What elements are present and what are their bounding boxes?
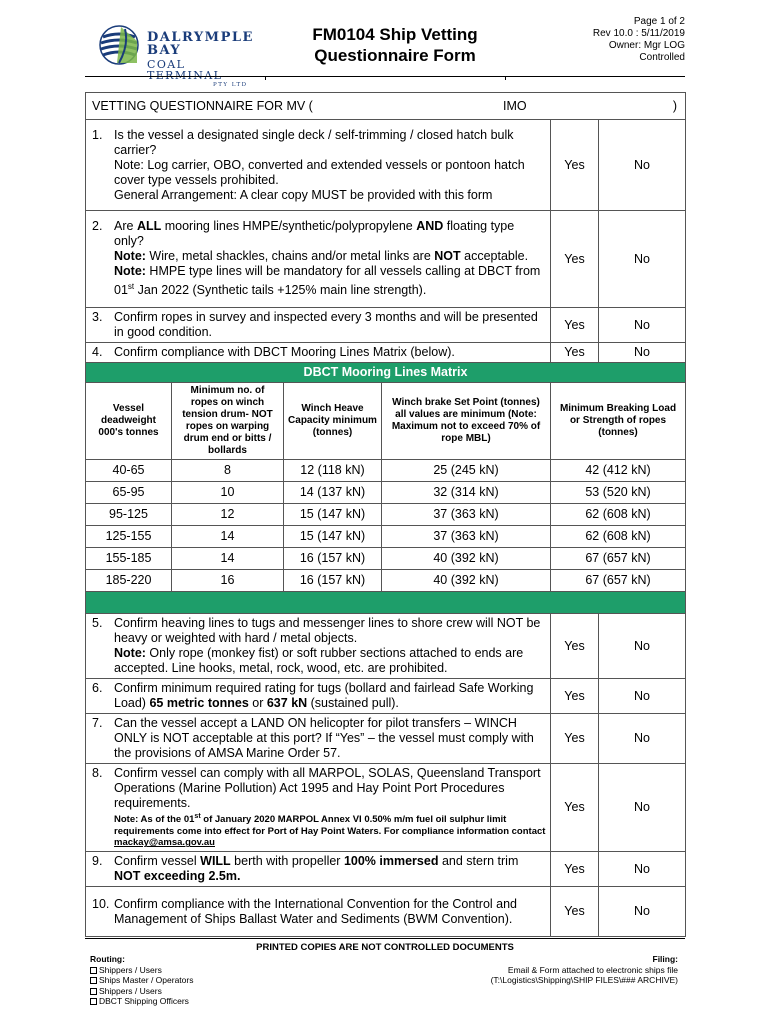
matrix-cell: 25 (245 kN) [382, 460, 551, 482]
yes-option[interactable]: Yes [551, 852, 599, 887]
matrix-cell: 37 (363 kN) [382, 504, 551, 526]
matrix-footer-bar [86, 592, 686, 614]
matrix-row [86, 570, 686, 592]
checkbox[interactable] [90, 967, 97, 974]
header-rule [85, 76, 685, 77]
question-9 [86, 852, 686, 887]
logo-line1: DALRYMPLE BAY [147, 30, 254, 58]
matrix-header-mbl: Minimum Breaking Load or Strength of ropes (tonnes) [551, 383, 686, 460]
matrix-cell: 15 (147 kN) [284, 526, 382, 548]
control-status: Controlled [639, 52, 685, 63]
yes-option[interactable]: Yes [551, 679, 599, 714]
matrix-cell: 155-185 [86, 548, 172, 570]
matrix-header-winch-brake: Winch brake Set Point (tonnes) all values are minimum (Note: Maximum not to exceed 70% of rope MBL) [382, 383, 551, 460]
question-text: Confirm ropes in survey and inspected every 3 months and will be presented in good condition. [114, 310, 538, 339]
question-number: 4. [92, 345, 103, 359]
no-option[interactable]: No [599, 887, 686, 937]
question-4 [86, 343, 686, 363]
question-text: Confirm compliance with DBCT Mooring Lines Matrix (below). [114, 345, 455, 359]
vetting-row [86, 93, 686, 120]
questionnaire-table [85, 92, 686, 937]
revision: Rev 10.0 : 5/11/2019 [592, 28, 685, 39]
no-option[interactable]: No [599, 614, 686, 679]
question-8 [86, 764, 686, 852]
matrix-cell: 67 (657 kN) [551, 548, 686, 570]
question-6 [86, 679, 686, 714]
no-option[interactable]: No [599, 679, 686, 714]
question-text: Confirm heaving lines to tugs and messenger lines to shore crew will NOT be heavy or weighted with hard / metal objects. [114, 616, 541, 645]
matrix-title-row [86, 363, 686, 383]
matrix-row [86, 504, 686, 526]
yes-option[interactable]: Yes [551, 714, 599, 764]
form-title-line2: Questionnaire Form [314, 46, 476, 65]
yes-option[interactable]: Yes [551, 120, 599, 211]
question-1 [86, 120, 686, 211]
no-option[interactable]: No [599, 308, 686, 343]
question-7 [86, 714, 686, 764]
routing-title: Routing: [90, 954, 125, 964]
form-title [300, 24, 490, 66]
routing-item: Shippers / Users [90, 965, 193, 976]
imo-label: IMO [503, 98, 527, 113]
matrix-cell: 8 [172, 460, 284, 482]
question-number: 8. [92, 766, 103, 781]
question-number: 1. [92, 127, 103, 142]
no-option[interactable]: No [599, 764, 686, 852]
matrix-cell: 37 (363 kN) [382, 526, 551, 548]
matrix-cell: 10 [172, 482, 284, 504]
yes-option[interactable]: Yes [551, 211, 599, 308]
uncontrolled-notice: PRINTED COPIES ARE NOT CONTROLLED DOCUMENTS [256, 942, 514, 953]
question-number: 9. [92, 854, 103, 868]
matrix-cell: 40 (392 kN) [382, 570, 551, 592]
question-3 [86, 308, 686, 343]
matrix-cell: 185-220 [86, 570, 172, 592]
matrix-cell: 16 (157 kN) [284, 548, 382, 570]
no-option[interactable]: No [599, 714, 686, 764]
question-number: 7. [92, 716, 103, 730]
matrix-header-min-ropes: Minimum no. of ropes on winch tension drum- NOT ropes on warping drum end or bitts / bollards [172, 383, 284, 460]
yes-option[interactable]: Yes [551, 614, 599, 679]
matrix-cell: 62 (608 kN) [551, 526, 686, 548]
filing-line: Email & Form attached to electronic ships file [507, 964, 678, 975]
yes-option[interactable]: Yes [551, 308, 599, 343]
yes-option[interactable]: Yes [551, 887, 599, 937]
question-note-2: Note: HMPE type lines will be mandatory for all vessels calling at DBCT from 01st Jan 2022 (Synthetic tails +125% main line strength). [114, 264, 541, 298]
owner: Owner: Mgr LOG [608, 40, 685, 51]
question-text: Are ALL mooring lines HMPE/synthetic/polypropylene AND floating type only? [114, 219, 515, 249]
matrix-cell: 14 [172, 548, 284, 570]
company-logo [95, 20, 265, 88]
question-2 [86, 211, 686, 308]
routing-item: Ships Master / Operators [90, 975, 193, 986]
filing-info [491, 954, 678, 986]
question-number: 5. [92, 616, 103, 630]
routing-item: Shippers / Users [90, 986, 193, 997]
routing-list [90, 954, 193, 1007]
question-note: Note: As of the 01st of January 2020 MARPOL Annex VI 0.50% m/m fuel oil sulphur limit requirements come into effect for Port of Hay Point Waters. For compliance information contact mackay@amsa.gov.au [114, 813, 546, 849]
matrix-header-row [86, 383, 686, 460]
matrix-header-deadweight: Vessel deadweight 000's tonnes [86, 383, 172, 460]
document-meta [593, 16, 685, 64]
question-text: Can the vessel accept a LAND ON helicopter for pilot transfers – WINCH ONLY is NOT acceptable at this port? If “Yes” – the vessel must comply with the provisions of AMSA Marine Order 57. [114, 716, 534, 760]
yes-option[interactable]: Yes [551, 764, 599, 852]
matrix-header-winch-heave: Winch Heave Capacity minimum (tonnes) [284, 383, 382, 460]
matrix-cell: 42 (412 kN) [551, 460, 686, 482]
matrix-cell: 40 (392 kN) [382, 548, 551, 570]
matrix-cell: 16 (157 kN) [284, 570, 382, 592]
matrix-title: DBCT Mooring Lines Matrix [86, 363, 686, 383]
matrix-cell: 16 [172, 570, 284, 592]
question-number: 3. [92, 310, 103, 324]
no-option[interactable]: No [599, 852, 686, 887]
logo-globe-icon [97, 23, 141, 67]
matrix-cell: 67 (657 kN) [551, 570, 686, 592]
no-option[interactable]: No [599, 343, 686, 363]
question-text: Is the vessel a designated single deck / self-trimming / closed hatch bulk carrier? [114, 127, 514, 157]
matrix-cell: 14 (137 kN) [284, 482, 382, 504]
routing-item: DBCT Shipping Officers [90, 996, 193, 1007]
question-text: Confirm minimum required rating for tugs (bollard and fairlead Safe Working Load) 65 metric tonnes or 637 kN (sustained pull). [114, 681, 534, 710]
no-option[interactable]: No [599, 211, 686, 308]
matrix-row [86, 526, 686, 548]
question-text: Confirm vessel WILL berth with propeller 100% immersed and stern trim NOT exceeding 2.5m. [114, 854, 519, 883]
checkbox[interactable] [90, 988, 97, 995]
question-note: Note: Only rope (monkey fist) or soft rubber sections attached to ends are accepted. Line hooks, metal, rock, wood, etc. are prohibited. [114, 646, 524, 675]
matrix-cell: 32 (314 kN) [382, 482, 551, 504]
question-ga: General Arrangement: A clear copy MUST be provided with this form [114, 187, 493, 202]
matrix-cell: 40-65 [86, 460, 172, 482]
matrix-cell: 12 (118 kN) [284, 460, 382, 482]
question-text: Confirm compliance with the International Convention for the Control and Management of Ships Ballast Water and Sediments (BWM Convention). [114, 896, 517, 926]
checkbox[interactable] [90, 977, 97, 984]
vetting-label: VETTING QUESTIONNAIRE FOR MV ( [92, 98, 313, 113]
logo-line2: COAL TERMINAL [147, 58, 223, 82]
question-number: 6. [92, 681, 103, 695]
matrix-cell: 12 [172, 504, 284, 526]
matrix-cell: 53 (520 kN) [551, 482, 686, 504]
header-tick-1 [265, 76, 266, 80]
matrix-cell: 62 (608 kN) [551, 504, 686, 526]
matrix-cell: 95-125 [86, 504, 172, 526]
matrix-row [86, 548, 686, 570]
checkbox[interactable] [90, 998, 97, 1005]
matrix-cell: 65-95 [86, 482, 172, 504]
form-title-line1: FM0104 Ship Vetting [312, 25, 478, 44]
matrix-row [86, 460, 686, 482]
footer-rule [85, 938, 685, 939]
question-note: Note: Wire, metal shackles, chains and/or metal links are NOT acceptable. [114, 249, 529, 264]
question-note: Note: Log carrier, OBO, converted and extended vessels or pontoon hatch cover type vessels prohibited. [114, 157, 525, 187]
no-option[interactable]: No [599, 120, 686, 211]
question-text: Confirm vessel can comply with all MARPOL, SOLAS, Queensland Transport Operations (Marine Pollution) Act 1995 and Hay Point Port Procedures requirements. [114, 766, 541, 811]
vetting-close: ) [672, 98, 678, 113]
page-number: Page 1 of 2 [633, 16, 685, 27]
question-5 [86, 614, 686, 679]
amsa-email-link[interactable]: mackay@amsa.gov.au [114, 837, 215, 849]
matrix-cell: 15 (147 kN) [284, 504, 382, 526]
yes-option[interactable]: Yes [551, 343, 599, 363]
filing-path: (T:\Logistics\Shipping\SHIP FILES\### ARCHIVE) [490, 975, 678, 985]
question-10 [86, 887, 686, 937]
matrix-cell: 14 [172, 526, 284, 548]
question-number: 2. [92, 219, 103, 234]
document-header [85, 14, 685, 88]
matrix-row [86, 482, 686, 504]
filing-title: Filing: [652, 954, 678, 964]
header-tick-2 [505, 76, 506, 80]
question-number: 10. [92, 896, 110, 911]
matrix-cell: 125-155 [86, 526, 172, 548]
logo-line3: PTY LTD [213, 82, 248, 88]
